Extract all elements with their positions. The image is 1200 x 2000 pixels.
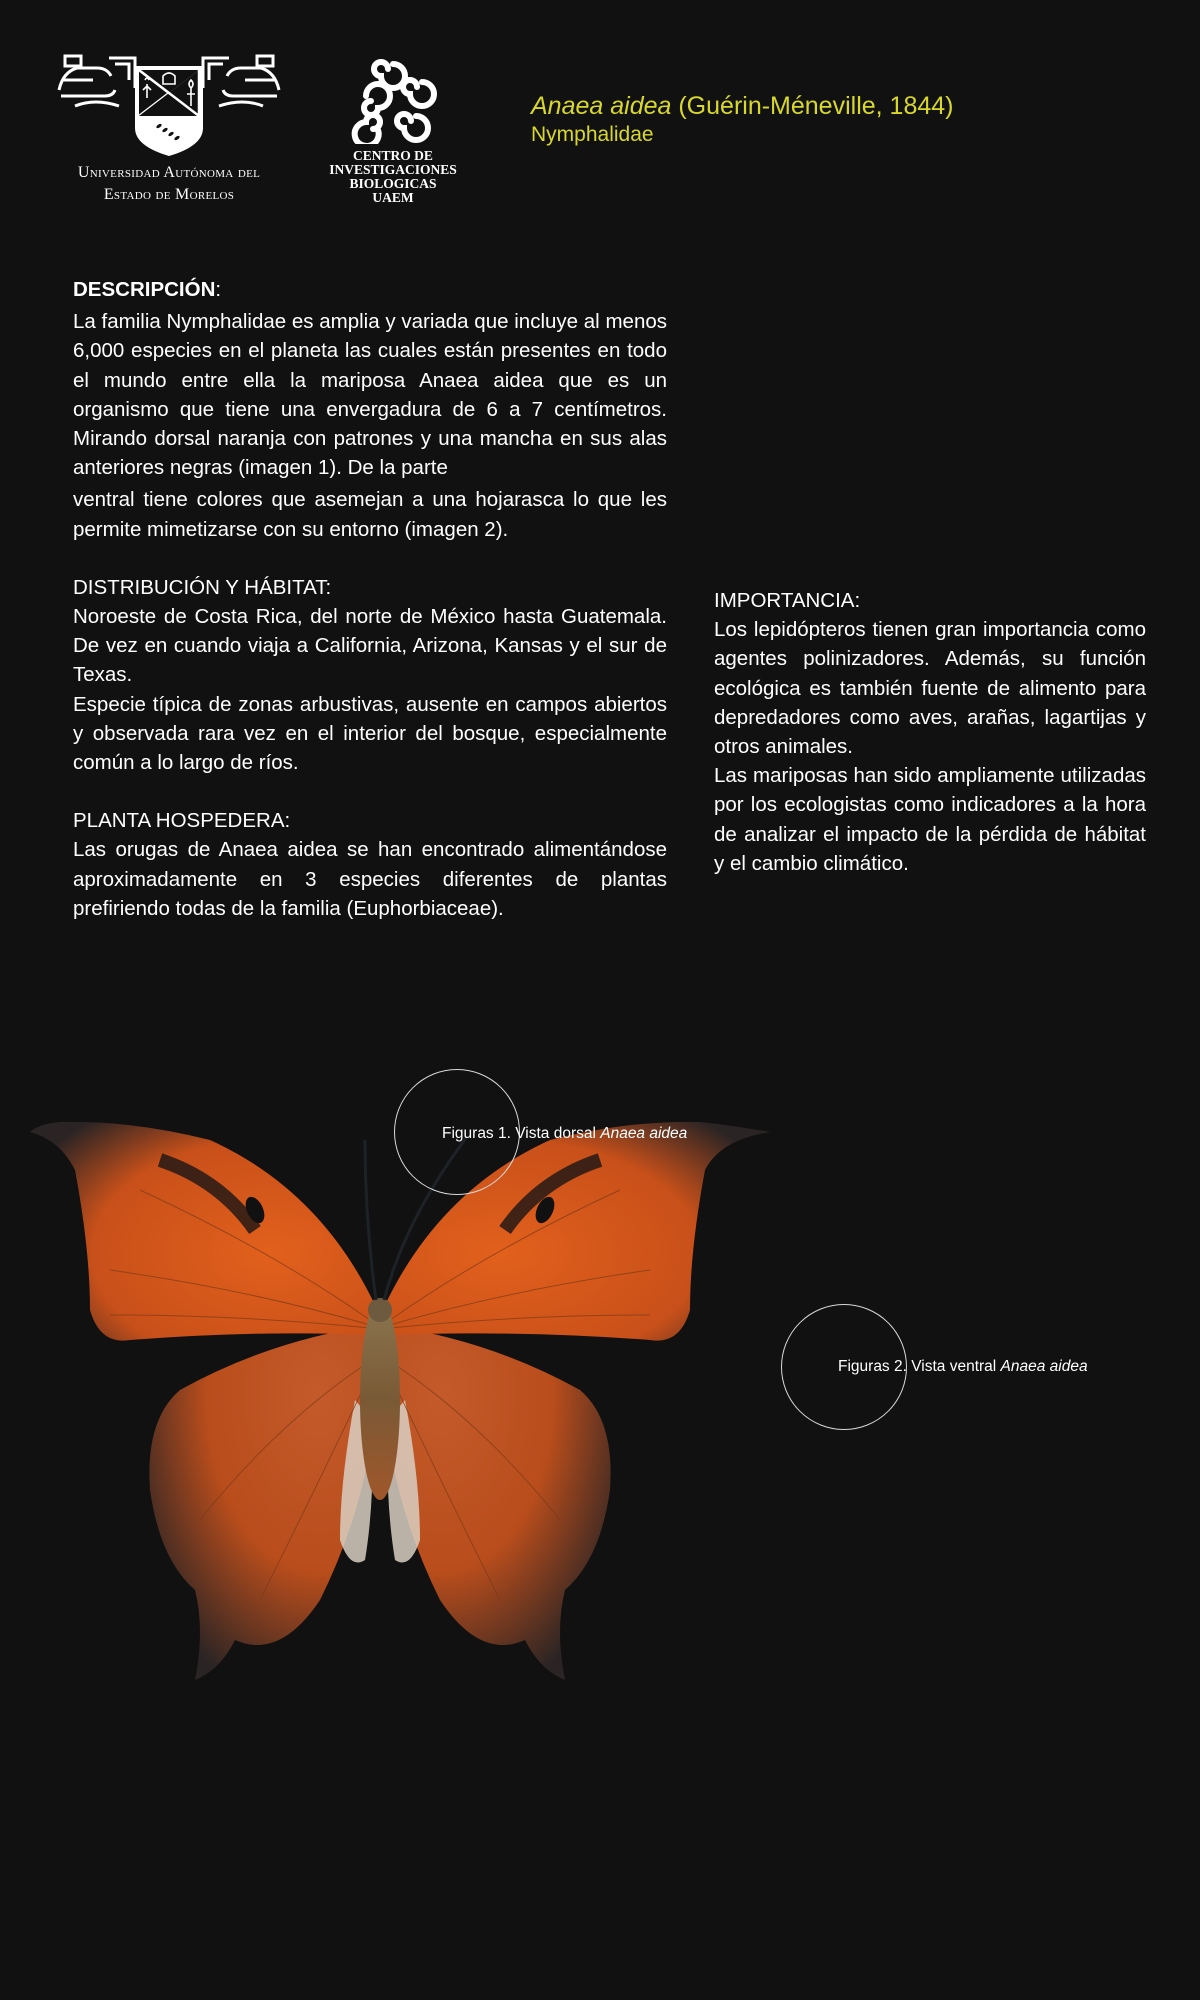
figure-1-caption: Figuras 1. Vista dorsal Anaea aidea <box>442 1125 688 1142</box>
species-title-block <box>531 90 953 148</box>
center-name-line4: UAEM <box>372 190 414 205</box>
importance-paragraph-1: Los lepidópteros tienen gran importancia como agentes polinizadores. Además, su función ecológica es también fuente de alimento para depredadores como aves, arañas, lagartijas y otros animales. <box>714 618 1146 759</box>
figure-1-species: Anaea aidea <box>600 1125 688 1142</box>
species-title <box>531 90 953 122</box>
distribution-paragraph-2: Especie típica de zonas arbustivas, ausente en campos abiertos y observada rara vez en el interior del bosque, especialmente común a lo largo de ríos. <box>73 692 667 775</box>
host-plant-paragraph: Las orugas de Anaea aidea se han encontrado alimentándose aproximadamente en 3 especies diferentes de plantas prefiriendo todas de la familia (Euphorbiaceae). <box>73 838 667 920</box>
center-name-line3: BIOLOGICAS <box>349 176 437 191</box>
university-name-line2: Estado de Morelos <box>103 186 235 203</box>
importance-heading: IMPORTANCIA: <box>714 589 861 612</box>
center-name-line1: CENTRO DE <box>353 148 433 163</box>
species-family: Nymphalidae <box>531 123 654 146</box>
cib-logo <box>318 52 468 212</box>
center-name-line2: INVESTIGACIONES <box>329 162 457 177</box>
left-hind-wing <box>149 1325 375 1680</box>
species-authority: (Guérin-Méneville, 1844) <box>678 92 954 120</box>
distribution-heading: DISTRIBUCIÓN Y HÁBITAT: <box>73 575 332 599</box>
figure-2-species: Anaea aidea <box>1000 1358 1088 1375</box>
description-paragraph-1: La familia Nymphalidae es amplia y variada que incluye al menos 6,000 especies en el planeta las cuales están presentes en todo el mundo entre ella la mariposa Anaea aidea que es un organismo que tiene una envergadura de 6 a 7 centímetros. Mirando dorsal naranja con patrones y una mancha en sus alas anteriores negras (imagen 1). De la parte <box>73 310 667 480</box>
species-name: Anaea aidea <box>531 92 672 120</box>
left-fore-wing <box>30 1122 375 1341</box>
description-heading: DESCRIPCIÓN: <box>73 278 222 301</box>
uaem-logo <box>55 50 283 210</box>
importance-paragraph-2: Las mariposas han sido ampliamente utilizadas por los ecologistas como indicadores a la hora de analizar el impacto de la pérdida de hábitat y el cambio climático. <box>714 764 1146 875</box>
spiral-emblem-icon <box>318 52 468 144</box>
right-hind-wing <box>385 1325 611 1680</box>
butterfly-body <box>360 1300 400 1500</box>
figure-2-caption: Figuras 2. Vista ventral Anaea aidea <box>838 1358 1088 1375</box>
left-column <box>73 275 667 923</box>
host-plant-heading: PLANTA HOSPEDERA: <box>73 809 291 833</box>
distribution-paragraph-1: Noroeste de Costa Rica, del norte de México hasta Guatemala. De vez en cuando viaja a California, Arizona, Kansas y el sur de Texas. <box>73 605 667 687</box>
left-antenna <box>365 1140 376 1300</box>
importance-column <box>714 586 1146 878</box>
university-name-line1: Universidad Autónoma del <box>77 164 261 181</box>
uaem-shield-icon <box>55 50 283 160</box>
butterfly-dorsal-image <box>20 1100 780 1690</box>
description-paragraph-2: ventral tiene colores que asemejan a una hojarasca lo que les permite mimetizarse con su entorno (imagen 2). <box>73 488 667 541</box>
